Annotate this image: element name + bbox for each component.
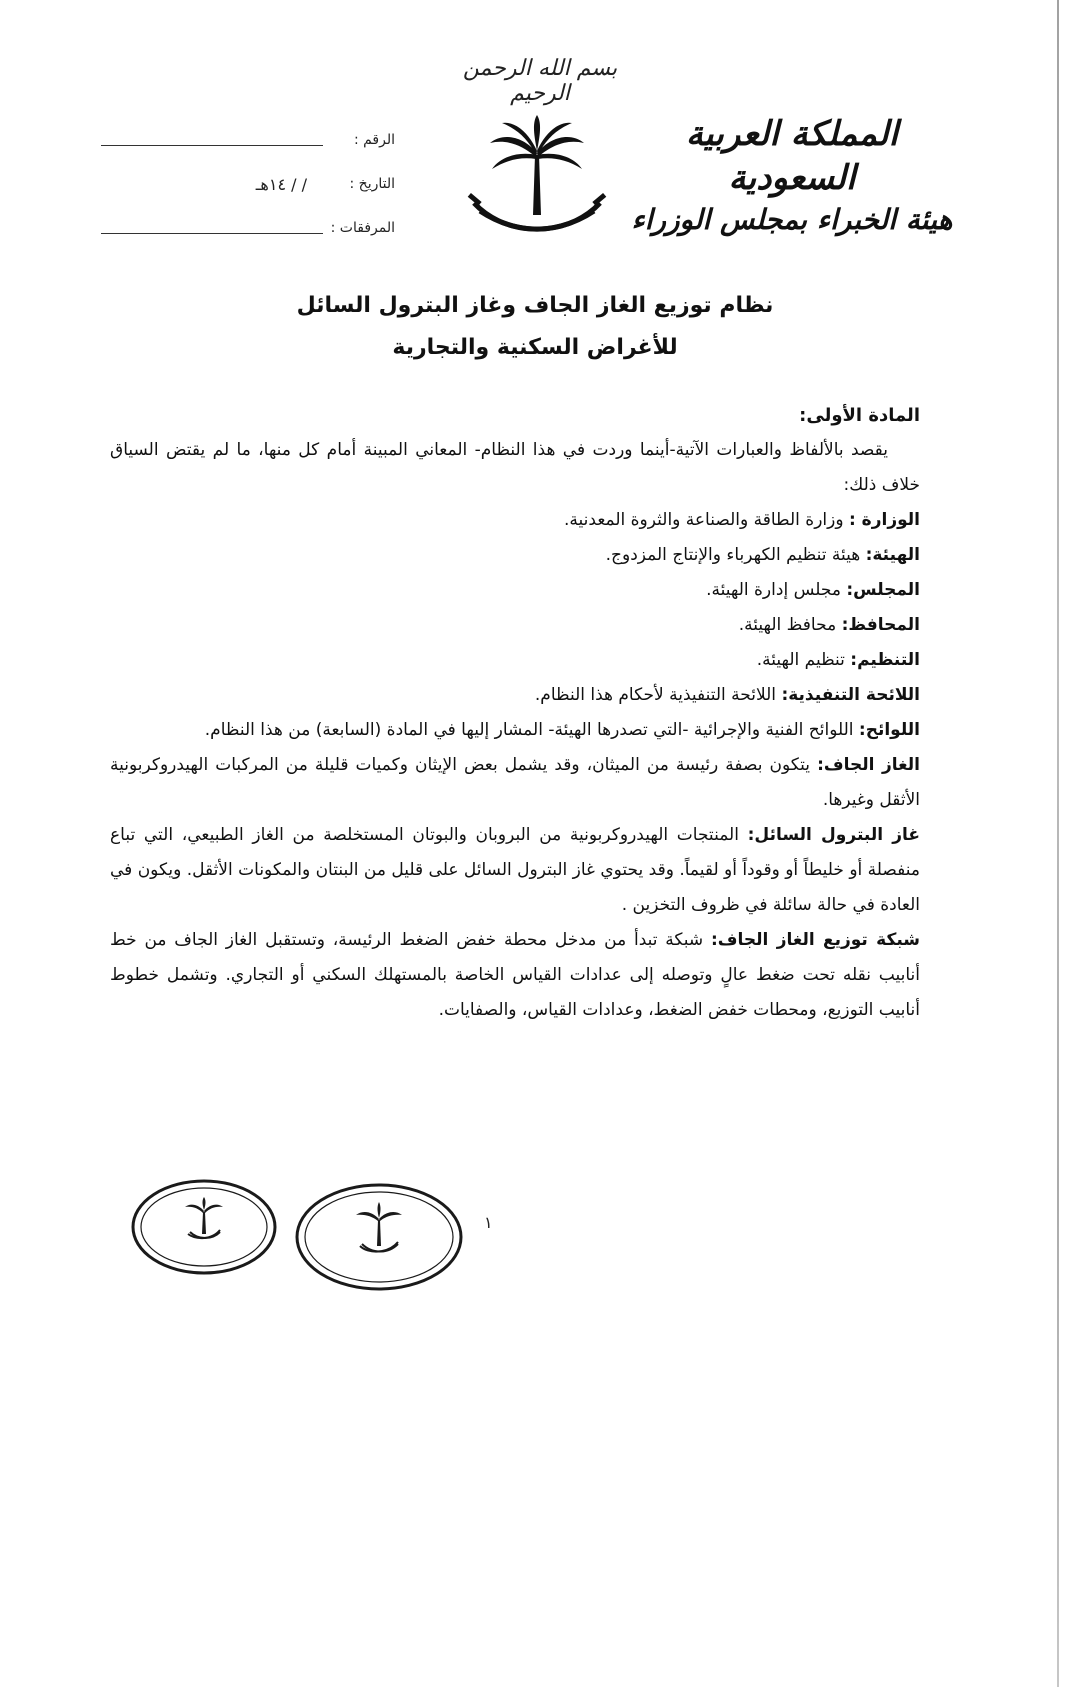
- letterhead-title: [627, 112, 957, 240]
- title-line-1: نظام توزيع الغاز الجاف وغاز البترول السائل: [296, 293, 774, 318]
- ref-number-row: [95, 118, 395, 162]
- definition-term: التنظيم:: [850, 650, 920, 670]
- definition-text: يتكون بصفة رئيسة من الميثان، وقد يشمل بعض الإيثان وكميات قليلة من المركبات الهيدروكربونية الأثقل وغيرها.: [110, 755, 920, 810]
- title-line-2: للأغراض السكنية والتجارية: [392, 335, 678, 360]
- definition-text: وزارة الطاقة والصناعة والثروة المعدنية.: [564, 510, 849, 530]
- definition-authority: [110, 538, 920, 573]
- definition-lpg: [110, 818, 920, 923]
- definition-term: غاز البترول السائل:: [747, 825, 920, 845]
- definition-text: اللائحة التنفيذية لأحكام هذا النظام.: [534, 685, 782, 705]
- definition-dry-gas: [110, 748, 920, 818]
- article-intro: يقصد بالألفاظ والعبارات الآتية-أينما وردت في هذا النظام- المعاني المبينة أمام كل منها، ما لم يقتض السياق خلاف ذلك:: [110, 440, 920, 495]
- reference-fields: [95, 118, 395, 250]
- definition-text: المنتجات الهيدروكربونية من البروبان والبوتان المستخلصة من الغاز الطبيعي، التي تباع منفصلة أو خليطاً أو وقوداً أو لقيماً. وقد يحتوي غاز البترول السائل على قليل من البنتان والمكونات الأثقل. ويكون في العادة في حالة سائلة في ظروف التخزين .: [110, 825, 920, 915]
- definition-term: الهيئة:: [865, 545, 920, 565]
- basmala-calligraphy: بسم الله الرحمن الرحيم: [462, 56, 618, 106]
- definition-board: [110, 573, 920, 608]
- kingdom-name: المملكة العربية السعودية: [685, 114, 899, 198]
- ref-date-label: التاريخ :: [349, 176, 395, 192]
- ref-attachments-label: المرفقات :: [330, 220, 395, 236]
- definition-text: شبكة تبدأ من مدخل محطة خفض الضغط الرئيسة، وتستقبل الغاز الجاف من خط أنابيب نقله تحت ضغط عالٍ وتوصله إلى عدادات القياس الخاصة بالمستهلك السكني أو التجاري. وتشمل خطوط أنابيب التوزيع، ومحطات خفض الضغط، وعدادات القياس، والصفايات.: [110, 930, 920, 1020]
- secretariat-stamp: [130, 1178, 278, 1276]
- ref-attachments-line: [101, 233, 323, 234]
- article-heading: المادة الأولى:: [799, 405, 920, 426]
- page-number: ١: [484, 1213, 493, 1232]
- definition-implementing-regulation: [110, 678, 920, 713]
- ref-number-label: الرقم :: [353, 132, 395, 148]
- document-title: [150, 285, 920, 369]
- definition-term: المجلس:: [846, 580, 920, 600]
- definition-regulations: [110, 713, 920, 748]
- definition-term: الغاز الجاف:: [817, 755, 920, 775]
- ref-attachments-row: [95, 206, 395, 250]
- ref-date-row: [95, 162, 395, 206]
- definition-text: اللوائح الفنية والإجرائية -التي تصدرها الهيئة- المشار إليها في المادة (السابعة) من هذا النظام.: [204, 720, 859, 740]
- definition-ministry: [110, 503, 920, 538]
- definition-term: اللوائح:: [858, 720, 920, 740]
- definition-dry-gas-network: [110, 923, 920, 1028]
- palm-and-swords-icon: [462, 115, 612, 245]
- definition-text: محافظ الهيئة.: [738, 615, 842, 635]
- definition-text: مجلس إدارة الهيئة.: [706, 580, 847, 600]
- definition-term: اللائحة التنفيذية:: [781, 685, 920, 705]
- definition-term: شبكة توزيع الغاز الجاف:: [710, 930, 920, 950]
- definition-term: الوزارة :: [848, 510, 920, 530]
- definition-governor: [110, 608, 920, 643]
- scan-edge-line: [1057, 0, 1059, 1687]
- definition-term: المحافظ:: [841, 615, 920, 635]
- ref-number-line: [101, 145, 323, 146]
- authority-name: هيئة الخبراء بمجلس الوزراء: [631, 203, 953, 236]
- ref-date-value: / / ١٤هـ: [255, 174, 307, 194]
- bureau-stamp: [294, 1182, 464, 1292]
- definition-text: هيئة تنظيم الكهرباء والإنتاج المزدوج.: [605, 545, 866, 565]
- definition-organization: [110, 643, 920, 678]
- definition-text: تنظيم الهيئة.: [756, 650, 851, 670]
- document-body: [110, 398, 920, 1028]
